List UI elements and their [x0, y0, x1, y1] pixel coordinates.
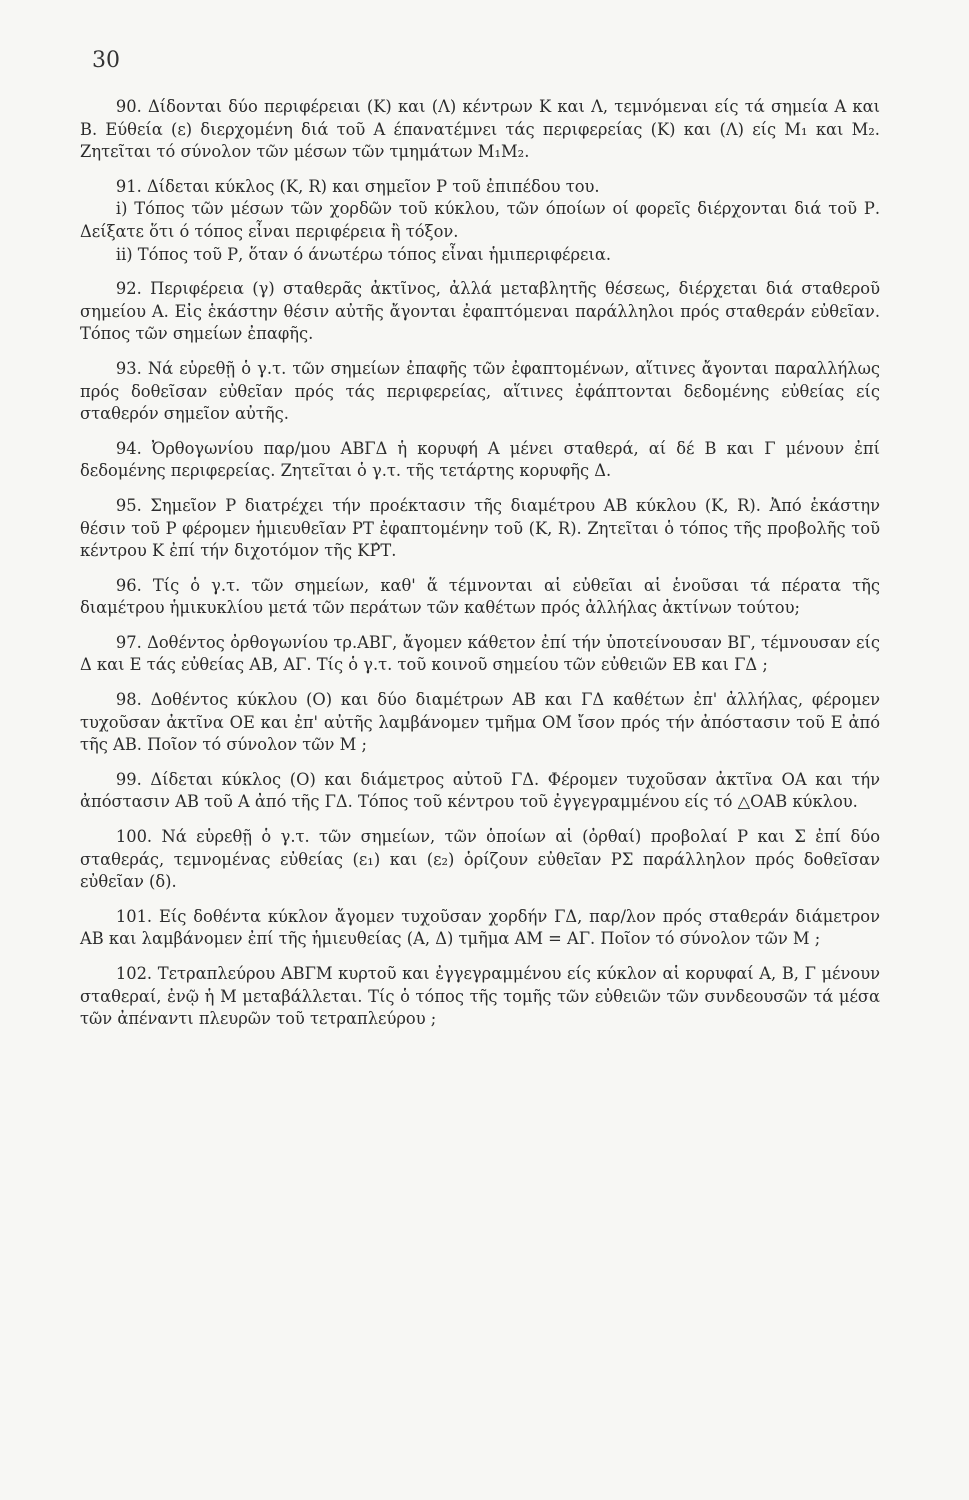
problem-91 — [80, 176, 880, 266]
problem-text: 98. Δοθέντος κύκλου (Ο) και δύο διαμέτρων ΑΒ και ΓΔ καθέτων ἐπ' ἀλλήλας, φέρομεν τυχοῦσαν ἀκτῖνα ΟΕ και ἐπ' αὐτῆς λαμβάνομεν τμῆμα ΟΜ ἴσον πρός τήν ἀπόστασιν τοῦ Ε ἀπό τῆς ΑΒ. Ποῖον τό σύνολον τῶν Μ ; — [80, 690, 880, 755]
problem-number: 95. — [115, 495, 142, 515]
problem-text: 94. Ὀρθογωνίου παρ/μου ΑΒΓΔ ἡ κορυφή Α μένει σταθερά, αί δέ Β και Γ μένουν ἐπί δεδομένης περιφερείας. Ζητεῖται ὁ γ.τ. τῆς τετάρτης κορυφῆς Δ. — [80, 438, 880, 481]
problem-text: 93. Νά εὑρεθῇ ὁ γ.τ. τῶν σημείων ἐπαφῆς τῶν ἐφαπτομένων, αἵτινες ἄγονται παραλλήλως πρός δοθεῖσαν εὐθεῖαν πρός τάς περιφερείας, αἵτινες ἐφάπτονται δεδομένης εὐθείας είς σταθερόν σημεῖον αὐτῆς. — [80, 358, 880, 424]
problem-text: 96. Τίς ὁ γ.τ. τῶν σημείων, καθ' ἅ τέμνονται αἱ εὐθεῖαι αἱ ἑνοῦσαι τά πέρατα τῆς διαμέτρου ἡμικυκλίου μετά τῶν περάτων τῶν καθέτων πρός ἀλλήλας ἀκτίνων τούτου; — [80, 575, 880, 618]
problem-95 — [80, 495, 880, 563]
problem-102 — [80, 963, 880, 1031]
problem-93 — [80, 358, 880, 426]
problem-subpart: ii) Τόπος τοῦ Ρ, ὅταν ό άνωτέρω τόπος εἶναι ἡμιπεριφέρεια. — [115, 244, 612, 264]
problem-text: 92. Περιφέρεια (γ) σταθερᾶς ἀκτῖνος, ἀλλά μεταβλητῆς θέσεως, διέρχεται διά σταθεροῦ σημείου Α. Εἰς ἑκάστην θέσιν αὐτῆς ἄγονται ἐφαπτόμεναι παράλληλοι πρός σταθεράν εὐθεῖαν. Τόπος τῶν σημείων ἐπαφῆς. — [80, 279, 880, 344]
problem-number: 100. — [115, 827, 153, 847]
problem-number: 94. — [115, 438, 142, 458]
problem-text: 100. Νά εὑρεθῇ ὁ γ.τ. τῶν σημείων, τῶν ὁποίων αἱ (ὀρθαί) προβολαί Ρ και Σ ἐπί δύο σταθεράς, τεμνομένας εὐθείας (ε₁) και (ε₂) ὁρίζουν εὐθεῖαν ΡΣ παράλληλον πρός δοθεῖσαν εὐθεῖαν (δ). — [80, 827, 880, 892]
problem-90 — [80, 96, 880, 164]
problem-100 — [80, 826, 880, 894]
problem-92 — [80, 278, 880, 346]
problem-number: 96. — [115, 575, 142, 595]
problem-number: 102. — [115, 964, 153, 983]
problem-96 — [80, 575, 880, 620]
problem-list — [80, 96, 880, 1043]
problem-number: 93. — [115, 358, 142, 378]
problem-number: 101. — [115, 906, 153, 926]
problem-98 — [80, 689, 880, 757]
problem-number: 90. — [115, 97, 142, 116]
problem-text: 97. Δοθέντος ὀρθογωνίου τρ.ΑΒΓ, ἄγομεν κάθετον ἐπί τήν ὑποτείνουσαν ΒΓ, τέμνουσαν είς Δ και Ε τάς εὐθείας ΑΒ, ΑΓ. Τίς ὁ γ.τ. τοῦ κοινοῦ σημείου τῶν εὐθειῶν ΕΒ και ΓΔ ; — [80, 632, 880, 675]
problem-97 — [80, 632, 880, 677]
problem-subpart: i) Τόπος τῶν μέσων τῶν χορδῶν τοῦ κύκλου, τῶν όποίων οί φορεῖς διέρχονται διά τοῦ Ρ. Δείξατε ὅτι ό τόπος εἶναι περιφέρεια ἢ τόξον. — [80, 199, 880, 241]
problem-number: 91. — [115, 176, 142, 196]
problem-number: 99. — [115, 769, 142, 789]
problem-text: 102. Τετραπλεύρου ΑΒΓΜ κυρτοῦ και ἐγγεγραμμένου είς κύκλον αἱ κορυφαί Α, Β, Γ μένουν σταθεραί, ἐνῷ ἡ Μ μεταβάλλεται. Τίς ὁ τόπος τῆς τομῆς τῶν εὐθειῶν τῶν συνδεουσῶν τά μέσα τῶν ἀπέναντι πλευρῶν τοῦ τετραπλεύρου ; — [80, 964, 880, 1029]
problem-text: 91. Δίδεται κύκλος (Κ, R) και σημεῖον Ρ τοῦ ἐπιπέδου του. — [115, 176, 600, 196]
page-number: 30 — [92, 48, 120, 73]
problem-text: 101. Είς δοθέντα κύκλον ἄγομεν τυχοῦσαν χορδήν ΓΔ, παρ/λον πρός σταθεράν διάμετρον ΑΒ και λαμβάνομεν ἐπί τῆς ἡμιευθείας (Α, Δ) τμῆμα ΑΜ = ΑΓ. Ποῖον τό σύνολον τῶν Μ ; — [80, 906, 880, 949]
problem-text: 95. Σημεῖον Ρ διατρέχει τήν προέκτασιν τῆς διαμέτρου ΑΒ κύκλου (Κ, R). Ἀπό ἑκάστην θέσιν τοῦ Ρ φέρομεν ἡμιευθεῖαν ΡΤ ἐφαπτομένην τοῦ (Κ, R). Ζητεῖται ὁ τόπος τῆς προβολῆς τοῦ κέντρου Κ ἐπί τήν διχοτόμον τῆς ΚΡ̂Τ. — [80, 495, 880, 561]
problem-number: 97. — [115, 632, 142, 652]
problem-number: 92. — [115, 279, 142, 299]
problem-number: 98. — [115, 690, 142, 710]
problem-text: 99. Δίδεται κύκλος (Ο) και διάμετρος αὐτοῦ ΓΔ. Φέρομεν τυχοῦσαν ἀκτῖνα ΟΑ και τήν ἀπόστασιν ΑΒ τοῦ Α ἀπό τῆς ΓΔ. Τόπος τοῦ κέντρου τοῦ ἐγγεγραμμένου είς τό △ΟΑΒ κύκλου. — [80, 769, 880, 812]
problem-94 — [80, 438, 880, 483]
problem-text: 90. Δίδονται δύο περιφέρειαι (Κ) και (Λ) κέντρων Κ και Λ, τεμνόμεναι είς τά σημεία Α και Β. Εύθεία (ε) διερχομένη διά τοῦ Α έπανατέμνει τάς περιφερείας (Κ) και (Λ) είς Μ₁ και Μ₂. Ζητεῖται τό σύνολον τῶν μέσων τῶν τμημάτων Μ₁Μ₂. — [80, 97, 880, 162]
problem-101 — [80, 906, 880, 951]
problem-99 — [80, 769, 880, 814]
